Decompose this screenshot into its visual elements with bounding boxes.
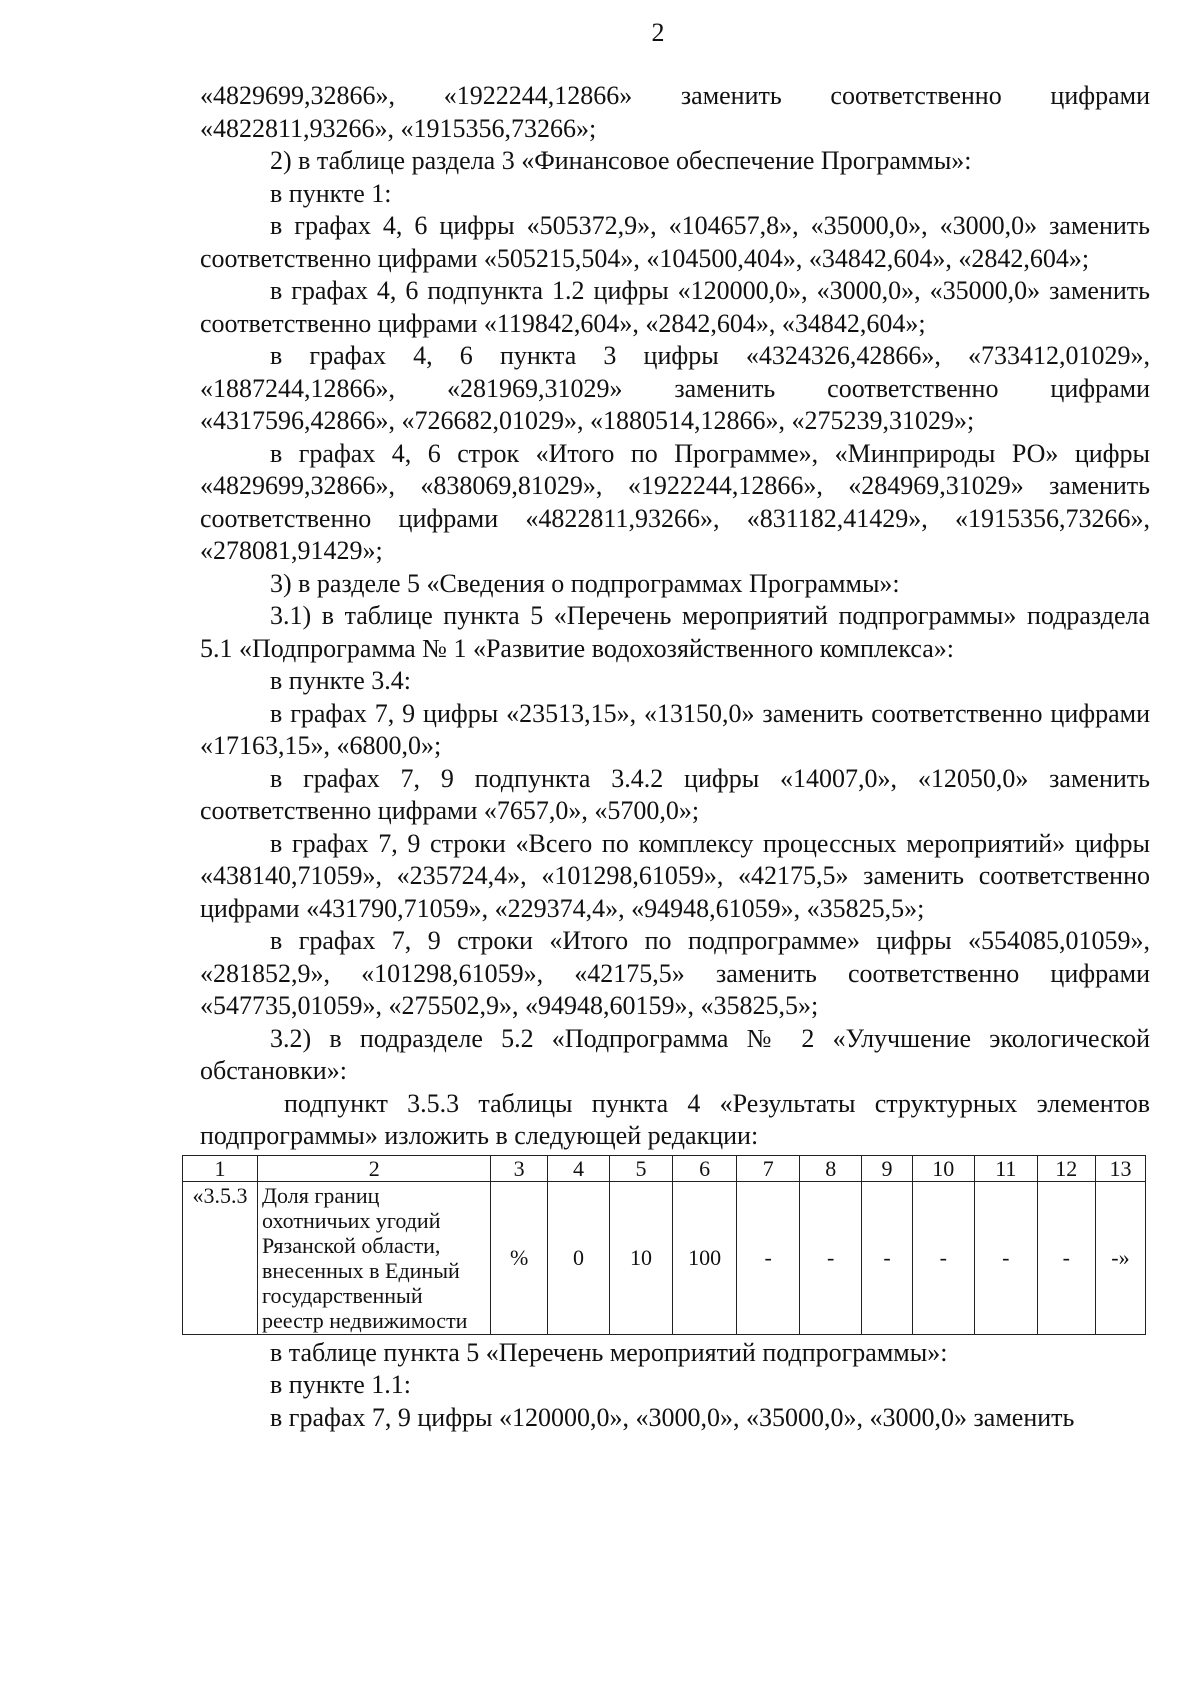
- table-cell: Доля границ охотничьих угодий Рязанской области, внесенных в Единый государственный реестр недвижимости: [258, 1181, 491, 1334]
- paragraph: в пункте 3.4:: [270, 666, 412, 695]
- paragraph: 3.1) в таблице пункта 5 «Перечень мероприятий подпрограммы» подраздела 5.1 «Подпрограмма № 1 «Развитие водохозяйственного комплекса»:: [200, 601, 1150, 663]
- header-cell: 7: [737, 1155, 800, 1181]
- table-cell: -: [975, 1181, 1038, 1334]
- table-cell: -»: [1095, 1181, 1145, 1334]
- header-cell: 6: [672, 1155, 737, 1181]
- header-cell: 9: [862, 1155, 912, 1181]
- header-cell: 2: [258, 1155, 491, 1181]
- table-cell: 100: [672, 1181, 737, 1334]
- paragraph: в пункте 1:: [270, 178, 392, 208]
- results-table: [182, 1155, 1146, 1335]
- table-cell: -: [1037, 1181, 1095, 1334]
- header-cell: 5: [610, 1155, 673, 1181]
- header-cell: 12: [1037, 1155, 1095, 1181]
- table-cell: %: [491, 1181, 547, 1334]
- table-cell: 0: [547, 1181, 610, 1334]
- page-number: 2: [651, 18, 665, 47]
- paragraph: в пункте 1.1:: [270, 1370, 412, 1399]
- paragraph: в графах 4, 6 пункта 3 цифры «4324326,42866», «733412,01029», «1887244,12866», «281969,31029» заменить соответственно цифрами «4317596,42866», «726682,01029», «1880514,12866», «275239,31029»;: [200, 341, 1150, 435]
- header-cell: 13: [1095, 1155, 1145, 1181]
- paragraph: в графах 7, 9 цифры «120000,0», «3000,0», «35000,0», «3000,0» заменить: [270, 1402, 1075, 1432]
- paragraph: в графах 4, 6 подпункта 1.2 цифры «120000,0», «3000,0», «35000,0» заменить соответственно цифрами «119842,604», «2842,604», «34842,604»;: [200, 276, 1150, 338]
- header-cell: 8: [799, 1155, 862, 1181]
- table-cell: -: [799, 1181, 862, 1334]
- document-body: [192, 80, 1150, 1434]
- paragraph: в графах 4, 6 строк «Итого по Программе», «Минприроды РО» цифры «4829699,32866», «838069,81029», «1922244,12866», «284969,31029» заменить соответственно цифрами «4822811,93266», «831182,41429», «1915356,73266», «278081,91429»;: [200, 438, 1150, 565]
- paragraph: «4829699,32866», «1922244,12866» заменить соответственно цифрами «4822811,93266», «1915356,73266»;: [200, 81, 1150, 143]
- table-header-row: [183, 1155, 1146, 1181]
- paragraph: 3) в разделе 5 «Сведения о подпрограммах Программы»:: [270, 568, 900, 598]
- paragraph: подпункт 3.5.3 таблицы пункта 4 «Результаты структурных элементов подпрограммы» изложить в следующей редакции:: [200, 1088, 1150, 1150]
- table-cell: -: [737, 1181, 800, 1334]
- header-cell: 11: [975, 1155, 1038, 1181]
- table-cell: -: [862, 1181, 912, 1334]
- paragraph: 3.2) в подразделе 5.2 «Подпрограмма № 2 «Улучшение экологической обстановки»:: [200, 1023, 1150, 1085]
- table-cell: -: [912, 1181, 975, 1334]
- table-row: [183, 1181, 1146, 1334]
- header-cell: 4: [547, 1155, 610, 1181]
- paragraph: в таблице пункта 5 «Перечень мероприятий подпрограммы»:: [270, 1337, 948, 1367]
- table-cell: «3.5.3: [183, 1181, 258, 1334]
- paragraph: в графах 7, 9 подпункта 3.4.2 цифры «14007,0», «12050,0» заменить соответственно цифрами «7657,0», «5700,0»;: [200, 763, 1150, 825]
- paragraph: в графах 7, 9 строки «Всего по комплексу процессных мероприятий» цифры «438140,71059», «235724,4», «101298,61059», «42175,5» заменить соответственно цифрами «431790,71059», «229374,4», «94948,61059», «35825,5»;: [200, 828, 1150, 923]
- paragraph: в графах 7, 9 строки «Итого по подпрограмме» цифры «554085,01059», «281852,9», «101298,61059», «42175,5» заменить соответственно цифрами «547735,01059», «275502,9», «94948,60159», «35825,5»;: [200, 926, 1150, 1020]
- header-cell: 1: [183, 1155, 258, 1181]
- table-cell: 10: [610, 1181, 673, 1334]
- paragraph: в графах 4, 6 цифры «505372,9», «104657,8», «35000,0», «3000,0» заменить соответственно цифрами «505215,504», «104500,404», «34842,604», «2842,604»;: [200, 211, 1150, 273]
- paragraph: в графах 7, 9 цифры «23513,15», «13150,0» заменить соответственно цифрами «17163,15», «6800,0»;: [200, 698, 1150, 760]
- paragraph: 2) в таблице раздела 3 «Финансовое обеспечение Программы»:: [270, 146, 972, 175]
- header-cell: 10: [912, 1155, 975, 1181]
- header-cell: 3: [491, 1155, 547, 1181]
